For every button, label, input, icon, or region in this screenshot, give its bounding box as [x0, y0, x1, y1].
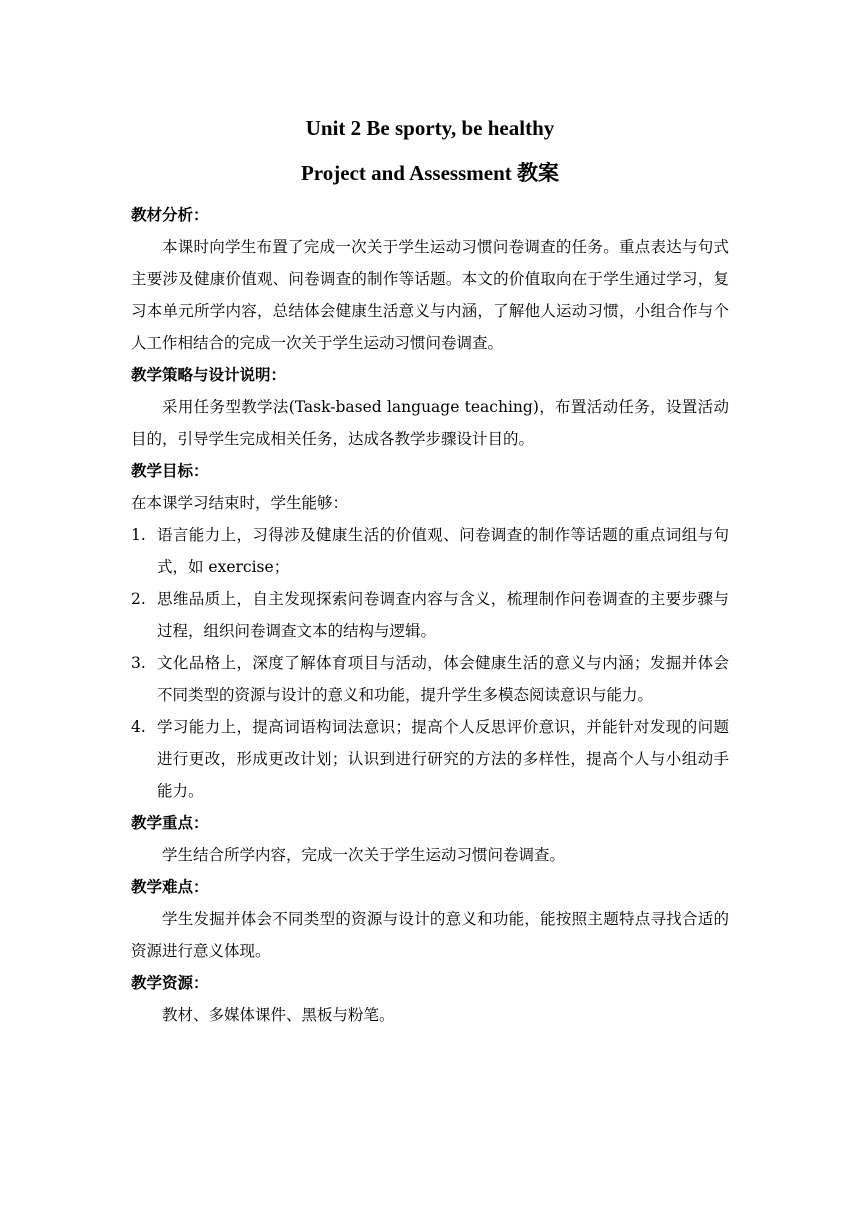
heading-resources: 教学资源： [131, 973, 209, 992]
list-item-text: 文化品格上，深度了解体育项目与活动，体会健康生活的意义与内涵；发掘并体会不同类型的资源与设计的意义和功能，提升学生多模态阅读意识与能力。 [157, 654, 729, 704]
paragraph-resources: 教材、多媒体课件、黑板与粉笔。 [162, 1006, 395, 1024]
heading-analysis: 教材分析： [131, 205, 209, 224]
list-item-number: 2. [131, 590, 146, 608]
paragraph-difficulties: 学生发掘并体会不同类型的资源与设计的意义和功能，能按照主题特点寻找合适的资源进行意义体现。 [131, 910, 729, 960]
list-item [131, 647, 729, 711]
list-item-text: 学习能力上，提高词语构词法意识；提高个人反思评价意识，并能针对发现的问题进行更改，形成更改计划；认识到进行研究的方法的多样性，提高个人与小组动手能力。 [157, 718, 729, 800]
heading-objectives: 教学目标： [131, 461, 209, 480]
objectives-list [131, 519, 729, 807]
objectives-intro: 在本课学习结束时，学生能够： [131, 494, 349, 512]
list-item [131, 583, 729, 647]
document-subtitle: Project and Assessment 教案 [300, 161, 559, 185]
heading-strategy: 教学策略与设计说明： [131, 365, 287, 384]
list-item-text: 思维品质上，自主发现探索问卷调查内容与含义，梳理制作问卷调查的主要步骤与过程，组织问卷调查文本的结构与逻辑。 [157, 590, 729, 640]
paragraph-strategy: 采用任务型教学法(Task-based language teaching)，布置活动任务，设置活动目的，引导学生完成相关任务，达成各教学步骤设计目的。 [131, 398, 729, 448]
list-item [131, 711, 729, 807]
list-item-number: 4. [131, 718, 146, 736]
document-title: Unit 2 Be sporty, be healthy [305, 116, 555, 140]
heading-keypoints: 教学重点： [131, 813, 209, 832]
list-item [131, 519, 729, 583]
heading-difficulties: 教学难点： [131, 877, 209, 896]
list-item-number: 1. [131, 526, 146, 544]
list-item-text: 语言能力上，习得涉及健康生活的价值观、问卷调查的制作等话题的重点词组与句式，如 exercise； [157, 526, 729, 576]
paragraph-keypoints: 学生结合所学内容，完成一次关于学生运动习惯问卷调查。 [162, 846, 566, 864]
paragraph-analysis: 本课时向学生布置了完成一次关于学生运动习惯问卷调查的任务。重点表达与句式主要涉及健康价值观、问卷调查的制作等话题。本文的价值取向在于学生通过学习，复习本单元所学内容，总结体会健康生活意义与内涵，了解他人运动习惯，小组合作与个人工作相结合的完成一次关于学生运动习惯问卷调查。 [131, 238, 729, 352]
list-item-number: 3. [131, 654, 146, 672]
document-body [131, 199, 729, 1031]
